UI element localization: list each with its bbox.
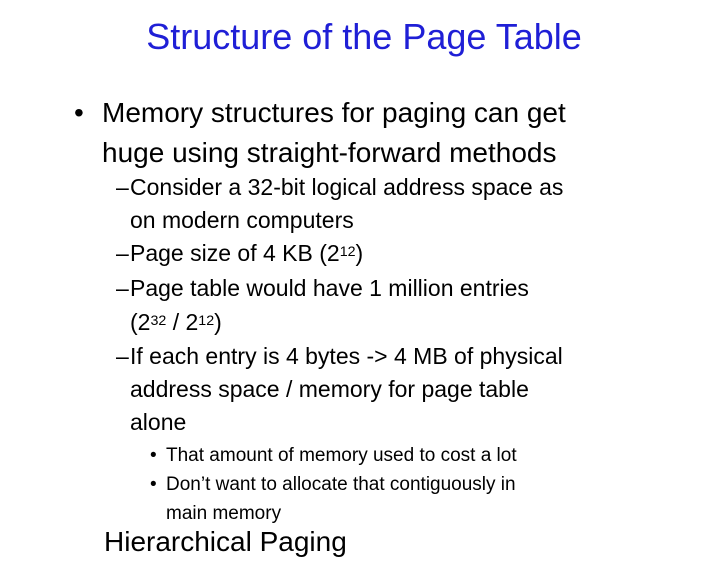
sub-bullet-entries-line-2 [130,306,222,339]
entries-exponent-32: 32 [150,312,167,329]
entries-divider: / 2 [166,309,199,335]
sub-bullet-entries-line-1: Page table would have 1 million entries [130,275,529,301]
subsub-bullet-contiguous-line-2: main memory [166,503,282,524]
sub-bullet-page-size-text [130,237,363,270]
page-size-exponent: 12 [339,243,356,260]
sub-bullet-32bit-line-2: on modern computers [130,207,354,233]
sub-bullet-entry-size-line-2: address space / memory for page table [130,376,529,402]
bullet-mark: • [150,445,157,466]
entries-open: (2 [130,309,151,335]
page-size-close: ) [355,240,364,266]
dash-mark: – [116,343,129,369]
bullet-mark: • [74,97,84,128]
subsub-bullet-cost-text: That amount of memory used to cost a lot [166,445,517,466]
dash-mark: – [116,174,129,200]
sub-bullet-entry-size-line-3: alone [130,409,187,435]
sub-bullet-entry-size-line-1: If each entry is 4 bytes -> 4 MB of physical [130,343,563,369]
cut-off-heading: Hierarchical Paging [104,526,347,557]
entries-exponent-12: 12 [198,312,215,329]
bullet-text-line-2: huge using straight-forward methods [102,137,557,168]
bullet-mark: • [150,474,157,495]
page-size-label: Page size of 4 KB (2 [130,240,340,266]
slide-title: Structure of the Page Table [146,16,582,57]
bullet-text-line-1: Memory structures for paging can get [102,97,566,128]
dash-mark: – [116,240,129,266]
subsub-bullet-contiguous-line-1: Don’t want to allocate that contiguously in [166,474,516,495]
sub-bullet-32bit-line-1: Consider a 32-bit logical address space as [130,174,564,200]
dash-mark: – [116,275,129,301]
entries-close: ) [214,309,222,335]
